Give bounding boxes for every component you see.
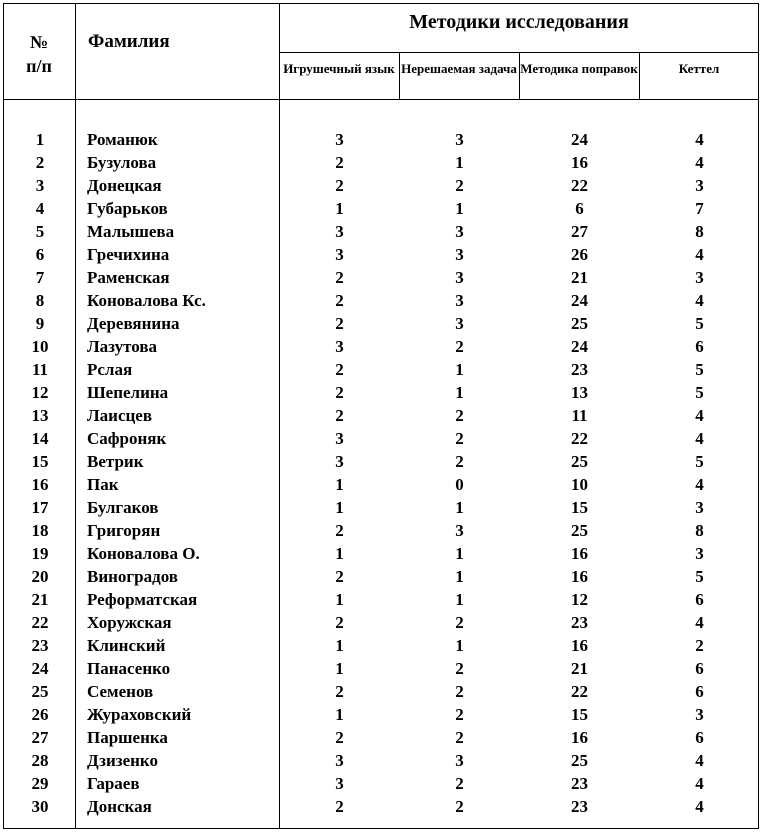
corrections-method-cell: 24: [571, 291, 588, 310]
corrections-method-cell: 21: [571, 268, 588, 287]
unsolvable-task-cell: 1: [455, 360, 464, 379]
corrections-method-cell: 25: [571, 751, 588, 770]
unsolvable-task-cell: 1: [455, 153, 464, 172]
toy-language-cell: 3: [335, 429, 344, 448]
table-row: [0, 151, 762, 174]
subheader-toy-language: Игрушечный язык: [283, 61, 395, 76]
row-number-cell: 1: [35, 130, 45, 149]
table-row: [0, 565, 762, 588]
surname-cell: Реформатская: [87, 590, 198, 609]
surname-cell: Донецкая: [87, 176, 162, 195]
table-row: [0, 289, 762, 312]
unsolvable-task-cell: 1: [455, 199, 464, 218]
table-row: [0, 772, 762, 795]
row-number-cell: 16: [31, 475, 49, 494]
number-header-line2: п/п: [26, 56, 52, 76]
cattell-cell: 4: [695, 751, 704, 770]
table-row: [0, 358, 762, 381]
corrections-method-cell: 27: [571, 222, 588, 241]
surname-cell: Пак: [87, 475, 119, 494]
toy-language-cell: 1: [335, 705, 344, 724]
toy-language-cell: 2: [335, 314, 344, 333]
number-header-line1: №: [29, 32, 49, 52]
table-row: [0, 128, 762, 151]
unsolvable-task-cell: 2: [455, 682, 464, 701]
cattell-cell: 5: [695, 314, 704, 333]
unsolvable-task-cell: 1: [455, 544, 464, 563]
row-number-cell: 27: [31, 728, 49, 747]
cattell-cell: 7: [695, 199, 704, 218]
table-row: [0, 496, 762, 519]
cattell-cell: 8: [695, 222, 704, 241]
table-row: [0, 519, 762, 542]
corrections-method-cell: 16: [571, 544, 588, 563]
corrections-method-cell: 21: [571, 659, 588, 678]
toy-language-cell: 2: [335, 406, 344, 425]
surname-cell: Бузулова: [87, 153, 157, 172]
cattell-cell: 4: [695, 291, 704, 310]
cattell-cell: 5: [695, 383, 704, 402]
table-row: [0, 795, 762, 818]
corrections-method-cell: 25: [571, 452, 588, 471]
row-number-cell: 14: [31, 429, 49, 448]
unsolvable-task-cell: 3: [455, 268, 464, 287]
row-number-cell: 11: [31, 360, 49, 379]
corrections-method-cell: 16: [571, 728, 588, 747]
cattell-cell: 4: [695, 245, 704, 264]
surname-cell: Хоружская: [87, 613, 172, 632]
unsolvable-task-cell: 2: [455, 774, 464, 793]
unsolvable-task-cell: 2: [455, 429, 464, 448]
cattell-cell: 5: [695, 360, 704, 379]
toy-language-cell: 1: [335, 659, 344, 678]
corrections-method-cell: 15: [571, 705, 588, 724]
cattell-cell: 4: [695, 797, 704, 816]
surname-cell: Раменская: [87, 268, 170, 287]
cattell-cell: 3: [695, 705, 704, 724]
unsolvable-task-cell: 3: [455, 751, 464, 770]
surname-cell: Лаисцев: [87, 406, 153, 425]
corrections-method-cell: 22: [571, 176, 588, 195]
surname-cell: Семенов: [87, 682, 154, 701]
toy-language-cell: 2: [335, 797, 344, 816]
surname-cell: Рслая: [87, 360, 133, 379]
surname-cell: Гречихина: [87, 245, 170, 264]
row-number-cell: 13: [31, 406, 49, 425]
unsolvable-task-cell: 1: [455, 498, 464, 517]
toy-language-cell: 3: [335, 751, 344, 770]
surname-cell: Губарьков: [87, 199, 168, 218]
cattell-cell: 4: [695, 429, 704, 448]
row-number-cell: 28: [31, 751, 49, 770]
toy-language-cell: 1: [335, 199, 344, 218]
corrections-method-cell: 25: [571, 314, 588, 333]
corrections-method-cell: 16: [571, 636, 588, 655]
corrections-method-cell: 22: [571, 682, 588, 701]
toy-language-cell: 3: [335, 222, 344, 241]
cattell-cell: 5: [695, 452, 704, 471]
cattell-cell: 4: [695, 475, 704, 494]
corrections-method-cell: 24: [571, 130, 588, 149]
number-header: [3, 30, 75, 78]
surname-cell: Ветрик: [87, 452, 144, 471]
unsolvable-task-cell: 2: [455, 452, 464, 471]
corrections-method-cell: 13: [571, 383, 588, 402]
unsolvable-task-cell: 2: [455, 613, 464, 632]
table-row: [0, 703, 762, 726]
toy-language-cell: 2: [335, 291, 344, 310]
table-row: [0, 473, 762, 496]
cattell-cell: 4: [695, 406, 704, 425]
row-number-cell: 20: [31, 567, 49, 586]
toy-language-cell: 2: [335, 567, 344, 586]
cattell-cell: 3: [695, 268, 704, 287]
surname-cell: Малышева: [87, 222, 175, 241]
cattell-cell: 6: [695, 659, 704, 678]
cattell-cell: 6: [695, 682, 704, 701]
toy-language-cell: 3: [335, 452, 344, 471]
corrections-method-cell: 16: [571, 153, 588, 172]
corrections-method-cell: 15: [571, 498, 588, 517]
row-number-cell: 24: [31, 659, 49, 678]
unsolvable-task-cell: 2: [455, 176, 464, 195]
corrections-method-cell: 22: [571, 429, 588, 448]
toy-language-cell: 2: [335, 521, 344, 540]
row-number-cell: 22: [31, 613, 49, 632]
row-number-cell: 9: [35, 314, 45, 333]
table-row: [0, 726, 762, 749]
surname-cell: Коновалова О.: [87, 544, 200, 563]
table-row: [0, 634, 762, 657]
unsolvable-task-cell: 1: [455, 383, 464, 402]
methods-group-header: Методики исследования: [409, 11, 629, 33]
toy-language-cell: 2: [335, 383, 344, 402]
row-number-cell: 21: [31, 590, 49, 609]
unsolvable-task-cell: 3: [455, 130, 464, 149]
cattell-cell: 4: [695, 613, 704, 632]
row-number-cell: 6: [35, 245, 45, 264]
row-number-cell: 23: [31, 636, 49, 655]
unsolvable-task-cell: 3: [455, 521, 464, 540]
surname-cell: Романюк: [87, 130, 158, 149]
cattell-cell: 4: [695, 774, 704, 793]
table-row: [0, 680, 762, 703]
unsolvable-task-cell: 1: [455, 636, 464, 655]
cattell-cell: 3: [695, 176, 704, 195]
subheader-cattell: Кеттел: [678, 61, 720, 76]
row-number-cell: 5: [35, 222, 45, 241]
unsolvable-task-cell: 1: [455, 567, 464, 586]
surname-cell: Панасенко: [87, 659, 171, 678]
unsolvable-task-cell: 2: [455, 705, 464, 724]
row-number-cell: 26: [31, 705, 49, 724]
row-number-cell: 30: [31, 797, 49, 816]
unsolvable-task-cell: 1: [455, 590, 464, 609]
corrections-method-cell: 24: [571, 337, 588, 356]
cattell-cell: 4: [695, 130, 704, 149]
unsolvable-task-cell: 2: [455, 337, 464, 356]
toy-language-cell: 1: [335, 590, 344, 609]
row-number-cell: 25: [31, 682, 49, 701]
toy-language-cell: 3: [335, 774, 344, 793]
toy-language-cell: 2: [335, 682, 344, 701]
toy-language-cell: 2: [335, 176, 344, 195]
row-number-cell: 15: [31, 452, 49, 471]
surname-cell: Гараев: [87, 774, 140, 793]
header-bottom-divider: [3, 99, 759, 100]
table-row: [0, 312, 762, 335]
corrections-method-cell: 6: [575, 199, 584, 218]
corrections-method-cell: 23: [571, 613, 588, 632]
corrections-method-cell: 16: [571, 567, 588, 586]
surname-cell: Лазутова: [87, 337, 158, 356]
row-number-cell: 7: [35, 268, 45, 287]
table-row: [0, 588, 762, 611]
row-number-cell: 4: [35, 199, 45, 218]
cattell-cell: 5: [695, 567, 704, 586]
row-number-cell: 17: [31, 498, 49, 517]
surname-cell: Деревянина: [87, 314, 180, 333]
table-row: [0, 174, 762, 197]
unsolvable-task-cell: 2: [455, 406, 464, 425]
table-row: [0, 381, 762, 404]
unsolvable-task-cell: 2: [455, 659, 464, 678]
table-row: [0, 450, 762, 473]
surname-cell: Донская: [87, 797, 152, 816]
table-row: [0, 657, 762, 680]
toy-language-cell: 2: [335, 268, 344, 287]
corrections-method-cell: 25: [571, 521, 588, 540]
table-row: [0, 611, 762, 634]
table-row: [0, 542, 762, 565]
group-header-divider: [279, 52, 759, 53]
table-row: [0, 335, 762, 358]
toy-language-cell: 1: [335, 475, 344, 494]
surname-header: Фамилия: [88, 31, 170, 52]
row-number-cell: 19: [31, 544, 49, 563]
table-row: [0, 220, 762, 243]
row-number-cell: 10: [31, 337, 49, 356]
unsolvable-task-cell: 0: [455, 475, 464, 494]
cattell-cell: 2: [695, 636, 704, 655]
toy-language-cell: 3: [335, 245, 344, 264]
surname-cell: Виноградов: [87, 567, 178, 586]
table-row: [0, 427, 762, 450]
subheader-unsolvable-task: Нерешаемая задача: [401, 61, 517, 76]
table-row: [0, 243, 762, 266]
row-number-cell: 8: [35, 291, 45, 310]
cattell-cell: 6: [695, 590, 704, 609]
corrections-method-cell: 23: [571, 360, 588, 379]
corrections-method-cell: 23: [571, 774, 588, 793]
table-row: [0, 266, 762, 289]
unsolvable-task-cell: 3: [455, 245, 464, 264]
toy-language-cell: 2: [335, 728, 344, 747]
surname-cell: Коновалова Кс.: [87, 291, 206, 310]
row-number-cell: 3: [35, 176, 45, 195]
surname-cell: Жураховский: [87, 705, 192, 724]
row-number-cell: 12: [31, 383, 49, 402]
surname-cell: Паршенка: [87, 728, 168, 747]
cattell-cell: 3: [695, 544, 704, 563]
corrections-method-cell: 23: [571, 797, 588, 816]
surname-cell: Булгаков: [87, 498, 159, 517]
table-row: [0, 197, 762, 220]
corrections-method-cell: 10: [571, 475, 588, 494]
cattell-cell: 8: [695, 521, 704, 540]
toy-language-cell: 3: [335, 337, 344, 356]
unsolvable-task-cell: 3: [455, 222, 464, 241]
surname-cell: Григорян: [87, 521, 161, 540]
toy-language-cell: 2: [335, 360, 344, 379]
subheader-corrections-method: Методика поправок: [520, 61, 638, 76]
corrections-method-cell: 26: [571, 245, 588, 264]
unsolvable-task-cell: 2: [455, 797, 464, 816]
toy-language-cell: 2: [335, 153, 344, 172]
unsolvable-task-cell: 2: [455, 728, 464, 747]
surname-cell: Клинский: [87, 636, 166, 655]
toy-language-cell: 1: [335, 544, 344, 563]
table-row: [0, 404, 762, 427]
surname-cell: Дзизенко: [87, 751, 158, 770]
surname-cell: Шепелина: [87, 383, 169, 402]
corrections-method-cell: 11: [571, 406, 588, 425]
toy-language-cell: 2: [335, 613, 344, 632]
cattell-cell: 4: [695, 153, 704, 172]
toy-language-cell: 3: [335, 130, 344, 149]
unsolvable-task-cell: 3: [455, 314, 464, 333]
row-number-cell: 18: [31, 521, 49, 540]
unsolvable-task-cell: 3: [455, 291, 464, 310]
cattell-cell: 3: [695, 498, 704, 517]
toy-language-cell: 1: [335, 636, 344, 655]
row-number-cell: 29: [31, 774, 49, 793]
cattell-cell: 6: [695, 337, 704, 356]
cattell-cell: 6: [695, 728, 704, 747]
table-row: [0, 749, 762, 772]
row-number-cell: 2: [35, 153, 45, 172]
corrections-method-cell: 12: [571, 590, 588, 609]
toy-language-cell: 1: [335, 498, 344, 517]
surname-cell: Сафроняк: [87, 429, 167, 448]
